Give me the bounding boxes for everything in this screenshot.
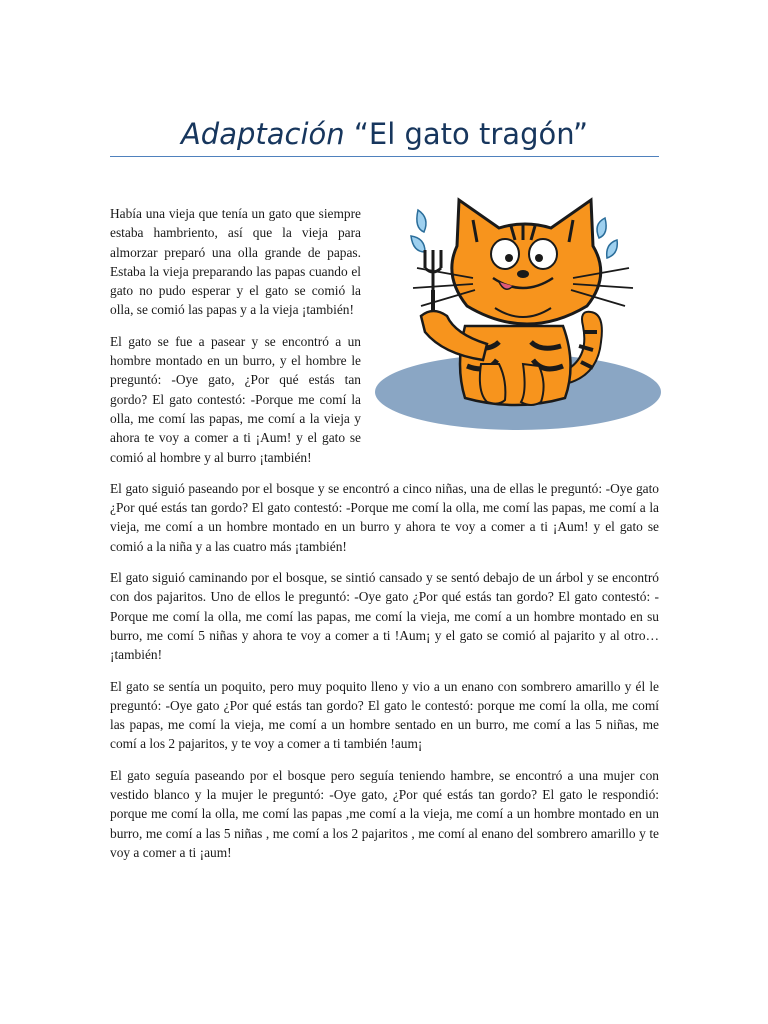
paragraph-4: El gato siguió caminando por el bosque, se sintió cansado y se sentó debajo de un árbol y se encontró con dos pajaritos. Uno de ellos le preguntó: -Oye gato ¿Por qué estás tan gordo? El gato contestó: -Porque me comí la olla, me comí las papas, me comí la vieja, me comí a un hombre montado en su burro, me comí 5 niñas y ahora te voy a comer a ti !Aum¡ y el gato se comió al pajarito y al otro… ¡también! <box>110 570 659 663</box>
story-text <box>110 204 659 874</box>
page-title <box>110 112 659 156</box>
title-underline <box>110 156 659 157</box>
paragraph-3: El gato siguió paseando por el bosque y se encontró a cinco niñas, una de ellas le preguntó: -Oye gato ¿Por qué estás tan gordo? El gato contestó: -Porque me comí la olla, me comí las papas, me comí a la vieja, me comí a un hombre montado en un burro y ahora te voy a comer a ti ¡Aum! y el gato se comió a la niña y a las cuatro más ¡también! <box>110 480 659 554</box>
paragraph-2: El gato se fue a pasear y se encontró a un hombre montado en un burro, y el hombre le preguntó: -Oye gato, ¿Por qué estás tan gordo? El gato contestó: -Porque me comí la olla, me comí las papas, me comí a la vieja y ahora te voy a comer a ti ¡Aum! y el gato se comió al hombre y al burro ¡también! <box>110 333 361 465</box>
title-italic: Adaptación <box>180 117 345 151</box>
paragraph-6: El gato seguía paseando por el bosque pero seguía teniendo hambre, se encontró a una mujer con vestido blanco y la mujer le preguntó: -Oye gato, ¿Por qué estás tan gordo? El gato le respondió: porque me comí la olla, me comí las papas ,me comí a la vieja, me comí a un hombre montado en un burro, me comí a las 5 niñas , me comí a los 2 pajaritos , me comí al enano del sombrero amarillo y te voy a comer a ti ¡aum! <box>110 767 659 860</box>
cat-illustration-icon <box>373 196 663 440</box>
paragraph-5: El gato se sentía un poquito, pero muy poquito lleno y vio a un enano con sombrero amarillo y él le preguntó: -Oye gato ¿Por qué estás tan gordo? El gato le contestó: porque me comí la olla, me comí las papas, me comí la vieja, me comí a un hombre sentado en un burro, me comí a las 5 niñas, me comí a los 2 pajaritos, y te voy a comer a ti también !aum¡ <box>110 678 659 752</box>
paragraph-1: Había una vieja que tenía un gato que siempre estaba hambriento, así que la vieja para almorzar preparó una olla grande de papas. Estaba la vieja preparando las papas cuando el gato no pudo esperar y el gato se comió la olla, se comió las papas y a la vieja ¡también! <box>110 206 361 318</box>
title-rest: “El gato tragón” <box>344 117 589 151</box>
